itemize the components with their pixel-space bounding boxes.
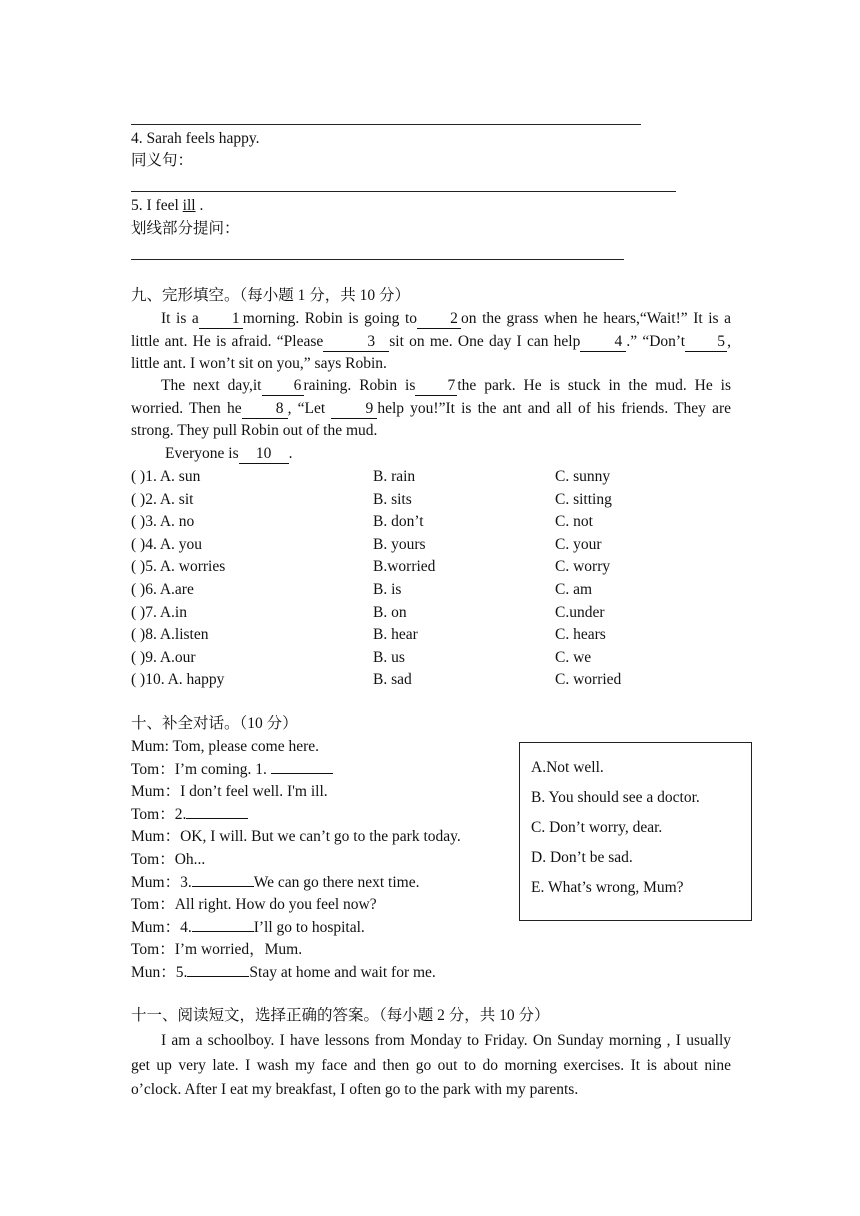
cloze-blank-3[interactable]: 3 [323,333,389,352]
dialogue-line: Tom：2. [131,804,248,827]
answer-line-4 [131,191,676,192]
cloze-blank-9[interactable]: 9 [331,400,377,419]
dialogue-blank[interactable] [271,759,333,774]
dialogue-line: Mun：5. Stay at home and wait for me. [131,964,436,981]
cloze-question [131,602,731,624]
reading-passage: I am a schoolboy. I have lessons from Monday to Friday. On Sunday morning , I usually get up very late. I wash my face and then go out to do morning exercises. It is about nine o’clock. After I eat my breakfast, I often go to the park with my parents. [131,1032,731,1098]
dialogue-blank[interactable] [192,872,254,887]
option-b[interactable]: B.worried [373,558,436,576]
dialogue-line: Tom：I’m worried，Mum. [131,941,303,959]
question-4-instruction: 同义句： [131,152,194,169]
question-4: 4. Sarah feels happy. [131,130,260,147]
dialogue-blank[interactable] [186,804,248,819]
answer-line-3 [131,124,641,125]
cloze-blank-5[interactable]: 5 [685,333,727,352]
question-5: 5. I feel ill . [131,197,204,214]
dialogue-blank[interactable] [187,962,249,977]
dialogue-line: Tom：I’m coming. 1. [131,759,333,782]
option-c[interactable]: C. worry [555,558,611,576]
cloze-blank-10[interactable]: 10 [239,445,289,464]
cloze-blank-2[interactable]: 2 [417,310,461,329]
dialogue-line: Mum: Tom, please come here. [131,738,320,755]
question-number-and-option-a[interactable]: ( )10. A. happy [131,671,225,689]
option-c[interactable]: C. sunny [555,468,611,485]
cloze-question [131,669,731,691]
option-c[interactable]: C. sitting [555,490,612,508]
dialogue-line: Mum：4. I’ll go to hospital. [131,918,365,936]
cloze-blank-7[interactable]: 7 [415,377,457,396]
option-b[interactable]: B. hear [373,626,418,644]
question-number-and-option-a[interactable]: ( )4. A. you [131,535,203,553]
option-b[interactable]: B. don’t [373,513,424,531]
cloze-question [131,624,731,646]
option-c[interactable]: C. not [555,513,593,531]
option-b[interactable]: B. sits [373,490,412,508]
cloze-paragraph-3: Everyone is 10 . [165,445,293,462]
dialogue-option-c: C. Don’t worry, dear. [531,819,663,836]
cloze-question [131,534,731,556]
option-b[interactable]: B. rain [373,468,416,485]
question-number-and-option-a[interactable]: ( )1. A. sun [131,468,201,485]
cloze-blank-4[interactable]: 4 [580,333,626,352]
option-c[interactable]: C. hears [555,626,606,644]
cloze-question [131,511,731,533]
cloze-blank-6[interactable]: 6 [262,377,304,396]
option-c[interactable]: C. am [555,581,593,598]
dialogue-line: Mum：OK, I will. But we can’t go to the park today. [131,828,461,846]
dialogue-option-d: D. Don’t be sad. [531,849,633,866]
section-9-heading: 九、完形填空。（每小题 1 分，共 10 分） [131,287,411,304]
section-11-heading: 十一、阅读短文，选择正确的答案。（每小题 2 分，共 10 分） [131,1007,550,1024]
option-b[interactable]: B. is [373,581,402,598]
cloze-paragraph-1: It is a 1 morning. Robin is going to 2 on the grass when he hears,“Wait!” It is a little ant. He is afraid. “Please 3 sit on me. One day I can help 4 .” “Don’t 5 , little ant. I won’t sit on you,” says Robin. [131,310,732,373]
option-c[interactable]: C. worried [555,671,622,689]
question-number-and-option-a[interactable]: ( )8. A.listen [131,626,209,644]
dialogue-blank[interactable] [192,917,254,932]
answer-line-5 [131,259,624,260]
question-number-and-option-a[interactable]: ( )3. A. no [131,513,195,531]
question-5-instruction: 划线部分提问： [131,220,240,237]
option-b[interactable]: B. us [373,648,405,666]
dialogue-line: Tom：All right. How do you feel now? [131,896,377,914]
dialogue-line: Mum：3. We can go there next time. [131,873,420,891]
cloze-question [131,466,731,488]
cloze-blank-1[interactable]: 1 [199,310,243,329]
dialogue-option-a: A.Not well. [531,759,604,776]
option-b[interactable]: B. on [373,603,407,621]
dialogue-options-box [519,742,752,921]
question-number-and-option-a[interactable]: ( )7. A.in [131,603,187,621]
section-10-heading: 十、补全对话。（10 分） [131,715,298,732]
dialogue-option-e: E. What’s wrong, Mum? [531,879,684,896]
question-number-and-option-a[interactable]: ( )5. A. worries [131,558,226,576]
dialogue-line: Mum：I don’t feel well. I'm ill. [131,783,328,801]
option-b[interactable]: B. yours [373,535,426,553]
dialogue-line: Tom：Oh... [131,851,206,868]
cloze-question [131,489,731,511]
question-number-and-option-a[interactable]: ( )2. A. sit [131,490,194,508]
option-c[interactable]: C.under [555,603,605,621]
dialogue-option-b: B. You should see a doctor. [531,789,700,806]
cloze-question [131,579,731,601]
question-number-and-option-a[interactable]: ( )9. A.our [131,648,196,666]
cloze-question [131,556,731,578]
cloze-paragraph-2: The next day,it 6 raining. Robin is 7 the park. He is stuck in the mud. He is worried. Then he 8 , “Let 9 help you!”It is the ant and all of his friends. They are strong. They pull Robin out of the mud. [131,377,731,440]
option-c[interactable]: C. we [555,648,592,666]
option-c[interactable]: C. your [555,535,602,553]
option-b[interactable]: B. sad [373,671,412,689]
cloze-question [131,647,731,669]
underlined-word: ill [182,197,196,214]
cloze-blank-8[interactable]: 8 [242,400,288,419]
question-number-and-option-a[interactable]: ( )6. A.are [131,581,194,598]
